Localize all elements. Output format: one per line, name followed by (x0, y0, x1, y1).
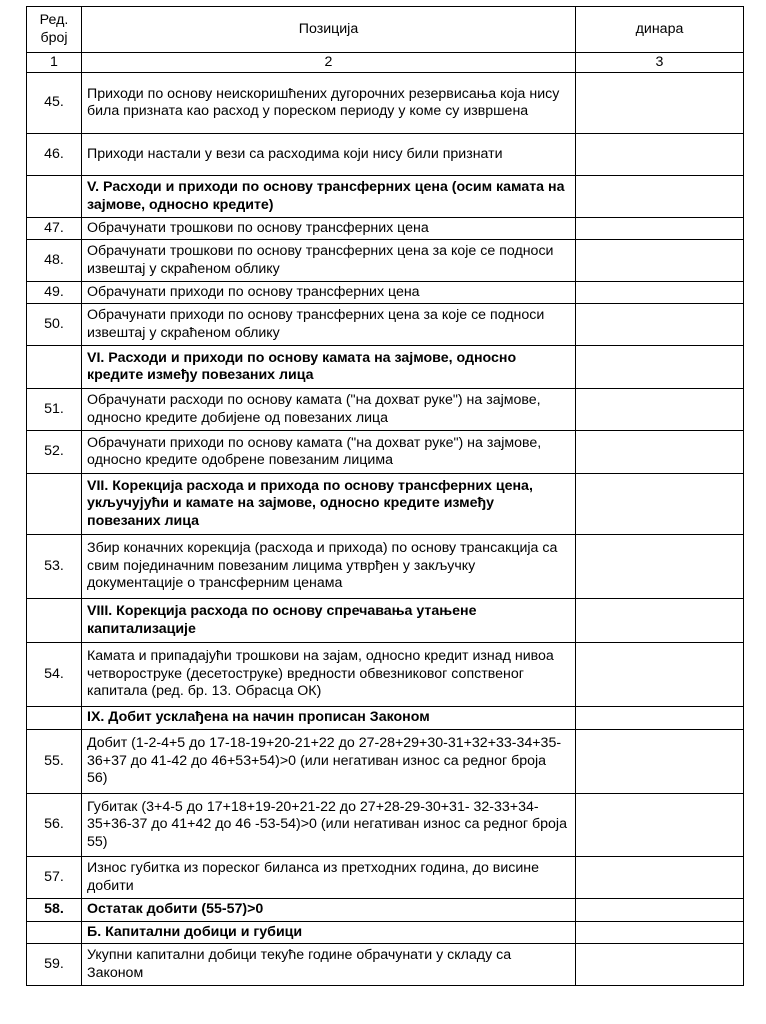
row-amount-cell[interactable] (576, 218, 744, 240)
row-amount-cell[interactable] (576, 240, 744, 282)
section-row (27, 176, 744, 218)
column-index-3: 3 (576, 53, 744, 73)
table-row (27, 730, 744, 794)
section-heading: VIII. Корекција расхода по основу спречавања утањене капитализације (82, 599, 576, 643)
row-number (27, 922, 82, 944)
row-number: 46. (27, 134, 82, 176)
row-number: 57. (27, 857, 82, 899)
section-heading: IX. Добит усклађена на начин прописан Законом (82, 707, 576, 730)
row-number: 56. (27, 794, 82, 857)
row-number: 59. (27, 944, 82, 986)
table-row (27, 134, 744, 176)
header-row (27, 7, 744, 53)
column-index-row (27, 53, 744, 73)
row-description: Остатак добити (55-57)>0 (82, 899, 576, 922)
row-number (27, 176, 82, 218)
section-row (27, 922, 744, 944)
table-row (27, 304, 744, 346)
table-row (27, 431, 744, 474)
row-description: Губитак (3+4-5 до 17+18+19-20+21-22 до 27+28-29-30+31- 32-33+34-35+36-37 до 41+42 до 46 -53-54)>0 (или негативан износ са редног броја 55) (82, 794, 576, 857)
section-heading: VI. Расходи и приходи по основу камата на зајмове, односно кредите између повезаних лица (82, 346, 576, 389)
table-row (27, 643, 744, 707)
table-row (27, 240, 744, 282)
row-amount-cell[interactable] (576, 944, 744, 986)
row-description: Приходи по основу неискоришћених дугорочних резервисања која нису била призната као расход у пореском периоду у коме су извршена (82, 73, 576, 134)
row-amount-cell[interactable] (576, 599, 744, 643)
row-description: Укупни капитални добици текуће године обрачунати у складу са Законом (82, 944, 576, 986)
row-amount-cell[interactable] (576, 857, 744, 899)
row-amount-cell[interactable] (576, 643, 744, 707)
row-number: 58. (27, 899, 82, 922)
section-heading: Б. Капитални добици и губици (82, 922, 576, 944)
column-header-number: Ред. број (27, 7, 82, 53)
row-description: Обрачунати расходи по основу камата ("на дохват руке") на зајмове, односно кредите добијене од повезаних лица (82, 389, 576, 431)
row-number: 47. (27, 218, 82, 240)
row-amount-cell[interactable] (576, 474, 744, 535)
row-number: 54. (27, 643, 82, 707)
row-amount-cell[interactable] (576, 304, 744, 346)
row-description: Обрачунати приходи по основу трансферних цена за које се подноси извештај у скраћеном облику (82, 304, 576, 346)
row-number (27, 474, 82, 535)
row-amount-cell[interactable] (576, 707, 744, 730)
row-description: Обрачунати приходи по основу трансферних цена (82, 282, 576, 304)
row-amount-cell[interactable] (576, 176, 744, 218)
row-number: 53. (27, 535, 82, 599)
row-number: 49. (27, 282, 82, 304)
section-row (27, 707, 744, 730)
row-amount-cell[interactable] (576, 282, 744, 304)
row-description: Добит (1-2-4+5 до 17-18-19+20-21+22 до 27-28+29+30-31+32+33-34+35-36+37 до 41-42 до 46+53+54)>0 (или негативан износ са редног броја 56) (82, 730, 576, 794)
column-index-1: 1 (27, 53, 82, 73)
row-amount-cell[interactable] (576, 794, 744, 857)
section-heading: VII. Корекција расхода и прихода по основу трансферних цена, укључујући и камате на зајмове, односно кредите између повезаних лица (82, 474, 576, 535)
row-description: Обрачунати трошкови по основу трансферних цена (82, 218, 576, 240)
table-row (27, 899, 744, 922)
tax-balance-table (26, 6, 744, 986)
row-number (27, 599, 82, 643)
section-row (27, 474, 744, 535)
section-row (27, 599, 744, 643)
table-row (27, 389, 744, 431)
row-amount-cell[interactable] (576, 389, 744, 431)
row-number: 48. (27, 240, 82, 282)
row-number (27, 346, 82, 389)
section-heading: V. Расходи и приходи по основу трансферних цена (осим камата на зајмове, односно кредите) (82, 176, 576, 218)
row-amount-cell[interactable] (576, 346, 744, 389)
row-description: Приходи настали у вези са расходима који нису били признати (82, 134, 576, 176)
row-amount-cell[interactable] (576, 73, 744, 134)
row-description: Обрачунати трошкови по основу трансферних цена за које се подноси извештај у скраћеном облику (82, 240, 576, 282)
row-number: 52. (27, 431, 82, 474)
table-row (27, 218, 744, 240)
row-description: Камата и припадајући трошкови на зајам, односно кредит изнад нивоа четвороструке (десетоструке) вредности обвезниковог сопственог капитала (ред. бр. 13. Обрасца ОК) (82, 643, 576, 707)
row-amount-cell[interactable] (576, 730, 744, 794)
column-header-position: Позиција (82, 7, 576, 53)
table-row (27, 73, 744, 134)
table-row (27, 857, 744, 899)
row-amount-cell[interactable] (576, 899, 744, 922)
row-description: Обрачунати приходи по основу камата ("на дохват руке") на зајмове, односно кредите одобрене повезаним лицима (82, 431, 576, 474)
table-row (27, 535, 744, 599)
row-number: 55. (27, 730, 82, 794)
row-description: Износ губитка из пореског биланса из претходних година, до висине добити (82, 857, 576, 899)
row-number: 51. (27, 389, 82, 431)
table-row (27, 944, 744, 986)
row-number: 50. (27, 304, 82, 346)
row-number: 45. (27, 73, 82, 134)
column-index-2: 2 (82, 53, 576, 73)
row-number (27, 707, 82, 730)
row-amount-cell[interactable] (576, 431, 744, 474)
row-description: Збир коначних корекција (расхода и прихода) по основу трансакција са свим појединачним повезаним лицима утврђен у закључку документације о трансферним ценама (82, 535, 576, 599)
table-row (27, 794, 744, 857)
row-amount-cell[interactable] (576, 134, 744, 176)
row-amount-cell[interactable] (576, 535, 744, 599)
row-amount-cell[interactable] (576, 922, 744, 944)
table-row (27, 282, 744, 304)
column-header-amount: динара (576, 7, 744, 53)
section-row (27, 346, 744, 389)
